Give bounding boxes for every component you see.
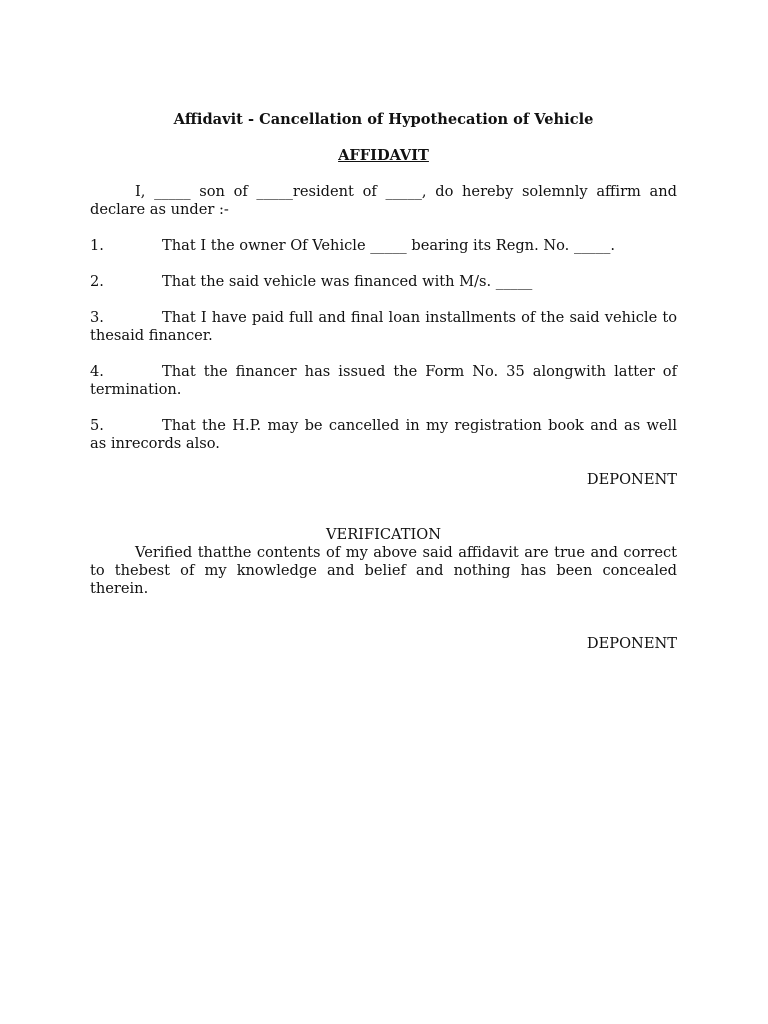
- item-text: That the financer has issued the Form No. 35 alongwith latter of termination.: [90, 363, 677, 398]
- verification-deponent-label: DEPONENT: [586, 635, 677, 652]
- list-item: [90, 363, 677, 399]
- list-item: [90, 237, 677, 255]
- item-text: That the said vehicle was financed with M/s. _____: [162, 273, 533, 290]
- item-text: That I the owner Of Vehicle _____ bearing its Regn. No. _____.: [162, 237, 616, 254]
- verification-heading: VERIFICATION: [326, 526, 441, 543]
- list-item: [90, 273, 677, 291]
- affidavit-body: [90, 111, 677, 653]
- item-number: 3.: [90, 309, 104, 326]
- verification-paragraph: Verified thatthe contents of my above said affidavit are true and correct to thebest of my knowledge and belief and nothing has been concealed therein.: [90, 544, 677, 597]
- item-text: That the H.P. may be cancelled in my registration book and as well as inrecords also.: [90, 417, 677, 452]
- item-number: 4.: [90, 363, 104, 380]
- item-number: 5.: [90, 417, 104, 434]
- document-title: Affidavit - Cancellation of Hypothecation of Vehicle: [173, 111, 594, 128]
- list-item: [90, 417, 677, 453]
- item-text: That I have paid full and final loan installments of the said vehicle to thesaid financer.: [90, 309, 677, 344]
- list-item: [90, 309, 677, 345]
- intro-paragraph: I, _____ son of _____resident of _____, do hereby solemnly affirm and declare as under :-: [90, 183, 677, 218]
- item-number: 1.: [90, 237, 104, 254]
- item-number: 2.: [90, 273, 104, 290]
- affidavit-heading: AFFIDAVIT: [338, 147, 429, 164]
- deponent-signature-label: DEPONENT: [586, 471, 677, 488]
